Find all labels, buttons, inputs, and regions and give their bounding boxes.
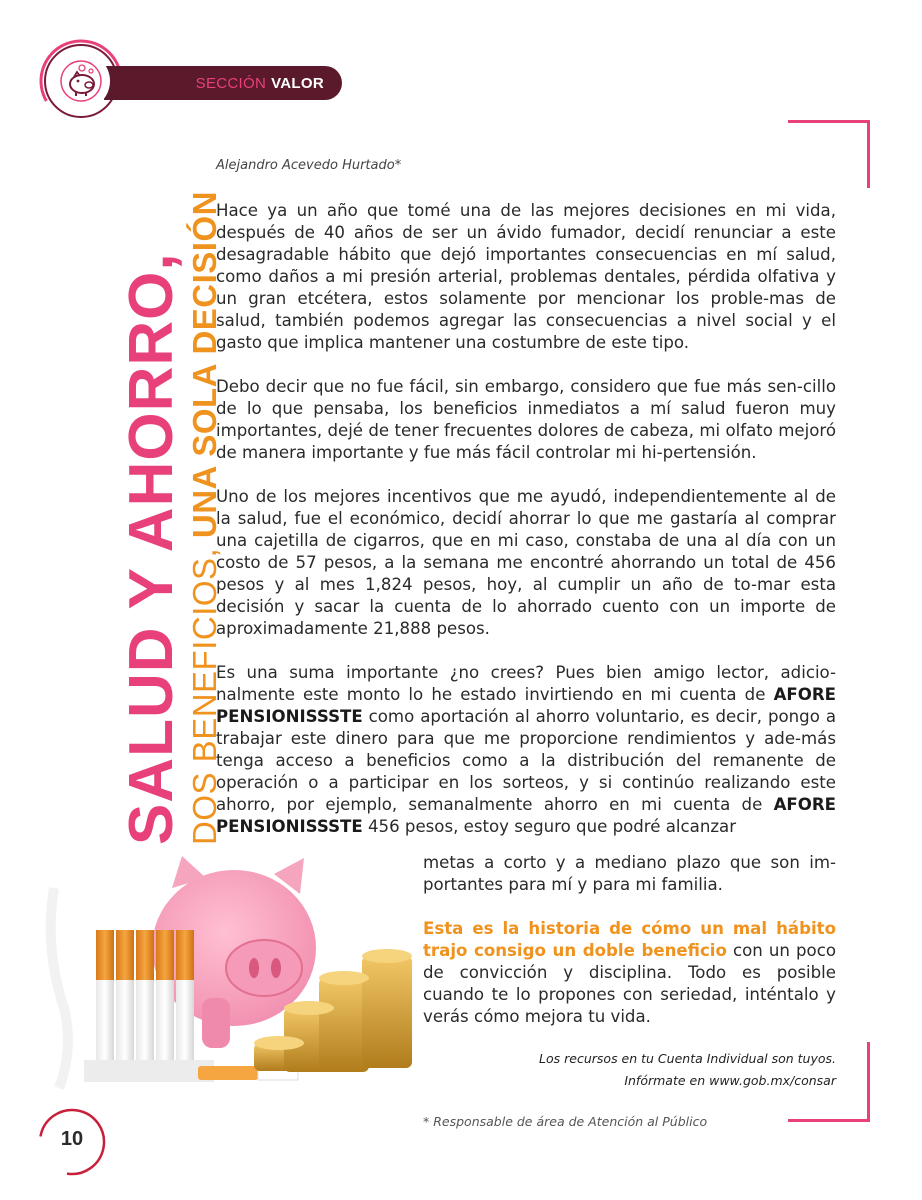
page-number: 10 — [60, 1128, 84, 1150]
article-body — [216, 200, 836, 838]
consar-note — [539, 1048, 836, 1092]
footnote: * Responsable de área de Atención al Público — [423, 1114, 708, 1129]
paragraph-2: Debo decir que no fue fácil, sin embargo, considero que fue más sen-cillo de lo que pensaba, los beneficios inmediatos a mí salud fueron muy importantes, dejé de tener frecuentes dolores de cabeza, mi olfato mejoró de manera importante y fue más fácil controlar mi hi-pertensión. — [216, 377, 836, 462]
section-label-name: VALOR — [271, 74, 324, 92]
note-line-1: Los recursos en tu Cuenta Individual son tuyos. — [539, 1051, 836, 1066]
paragraph-4 — [216, 662, 836, 838]
paragraph-4-text-d: 456 pesos, estoy seguro que podré alcanzar — [362, 817, 737, 836]
title-sub-part2: UNA SOLA DECISIÓN — [186, 191, 223, 539]
paragraph-3: Uno de los mejores incentivos que me ayudó, independientemente al de la salud, fue el económico, decidí ahorrar lo que me gastaría al comprar una cajetilla de cigarros, que en mi caso, constaba de una al día con un costo de 57 pesos, a la semana me encontré ahorrando un total de 456 pesos y al mes 1,824 pesos, hoy, al cumplir un año de to-mar esta decisión y sacar la cuenta de lo ahorrado cuento con un importe de aproximadamente 21,888 pesos. — [216, 487, 836, 638]
highlight-text: Esta es la historia de cómo un mal hábito trajo consigo un doble beneficio — [423, 919, 836, 960]
author-byline: Alejandro Acevedo Hurtado* — [216, 158, 402, 173]
paragraph-5-rest: con un poco de convicción y disciplina. Todo es posible cuando te lo propones con seriedad, inténtalo y verás cómo mejora tu vida. — [423, 941, 836, 1026]
title-sub-part1: DOS BENEFICIOS, — [186, 547, 223, 845]
article-title — [117, 165, 224, 845]
frame-corner-top — [788, 120, 870, 188]
piggy-bank-logo-icon — [52, 52, 110, 110]
title-line-main: SALUD Y AHORRO, — [117, 252, 186, 845]
article-body-continued — [423, 852, 836, 1050]
paragraph-5 — [423, 918, 836, 1028]
note-line-2: Infórmate en www.gob.mx/consar — [624, 1073, 836, 1088]
section-banner — [104, 66, 342, 100]
afore-brand-1: AFORE PENSIONISSSTE — [216, 685, 836, 726]
section-label-prefix: SECCIÓN — [195, 74, 267, 92]
paragraph-4-end: metas a corto y a mediano plazo que son im-portantes para mí y para mi familia. — [423, 853, 836, 894]
savings-illustration — [34, 848, 424, 1098]
afore-brand-2: AFORE PENSIONISSSTE — [216, 795, 836, 836]
paragraph-1: Hace ya un año que tomé una de las mejores decisiones en mi vida, después de 40 años de ser un ávido fumador, decidí renunciar a este desagradable hábito que dejó importantes consecuencias en mí salud, como daños a mi presión arterial, problemas dentales, pérdida olfativa y un gran etcétera, estos solamente por mencionar los proble-mas de salud, también podemos agregar las consecuencias a nivel social y el gasto que implica mantener una costumbre de este tipo. — [216, 201, 836, 352]
paragraph-4-text-c: como aportación al ahorro voluntario, es decir, pongo a trabajar este dinero para que me proporcione rendimientos y ade-más tenga acceso a beneficios como a la distribución del remanente de operación o a participar en los sorteos, y si continúo realizando este ahorro, por ejemplo, semanalmente ahorro en mi cuenta de — [216, 707, 836, 814]
paragraph-4-text-a: Es una suma importante ¿no crees? Pues bien amigo lector, adicio-nalmente este monto lo he estado invirtiendo en mi cuenta de — [216, 663, 836, 704]
